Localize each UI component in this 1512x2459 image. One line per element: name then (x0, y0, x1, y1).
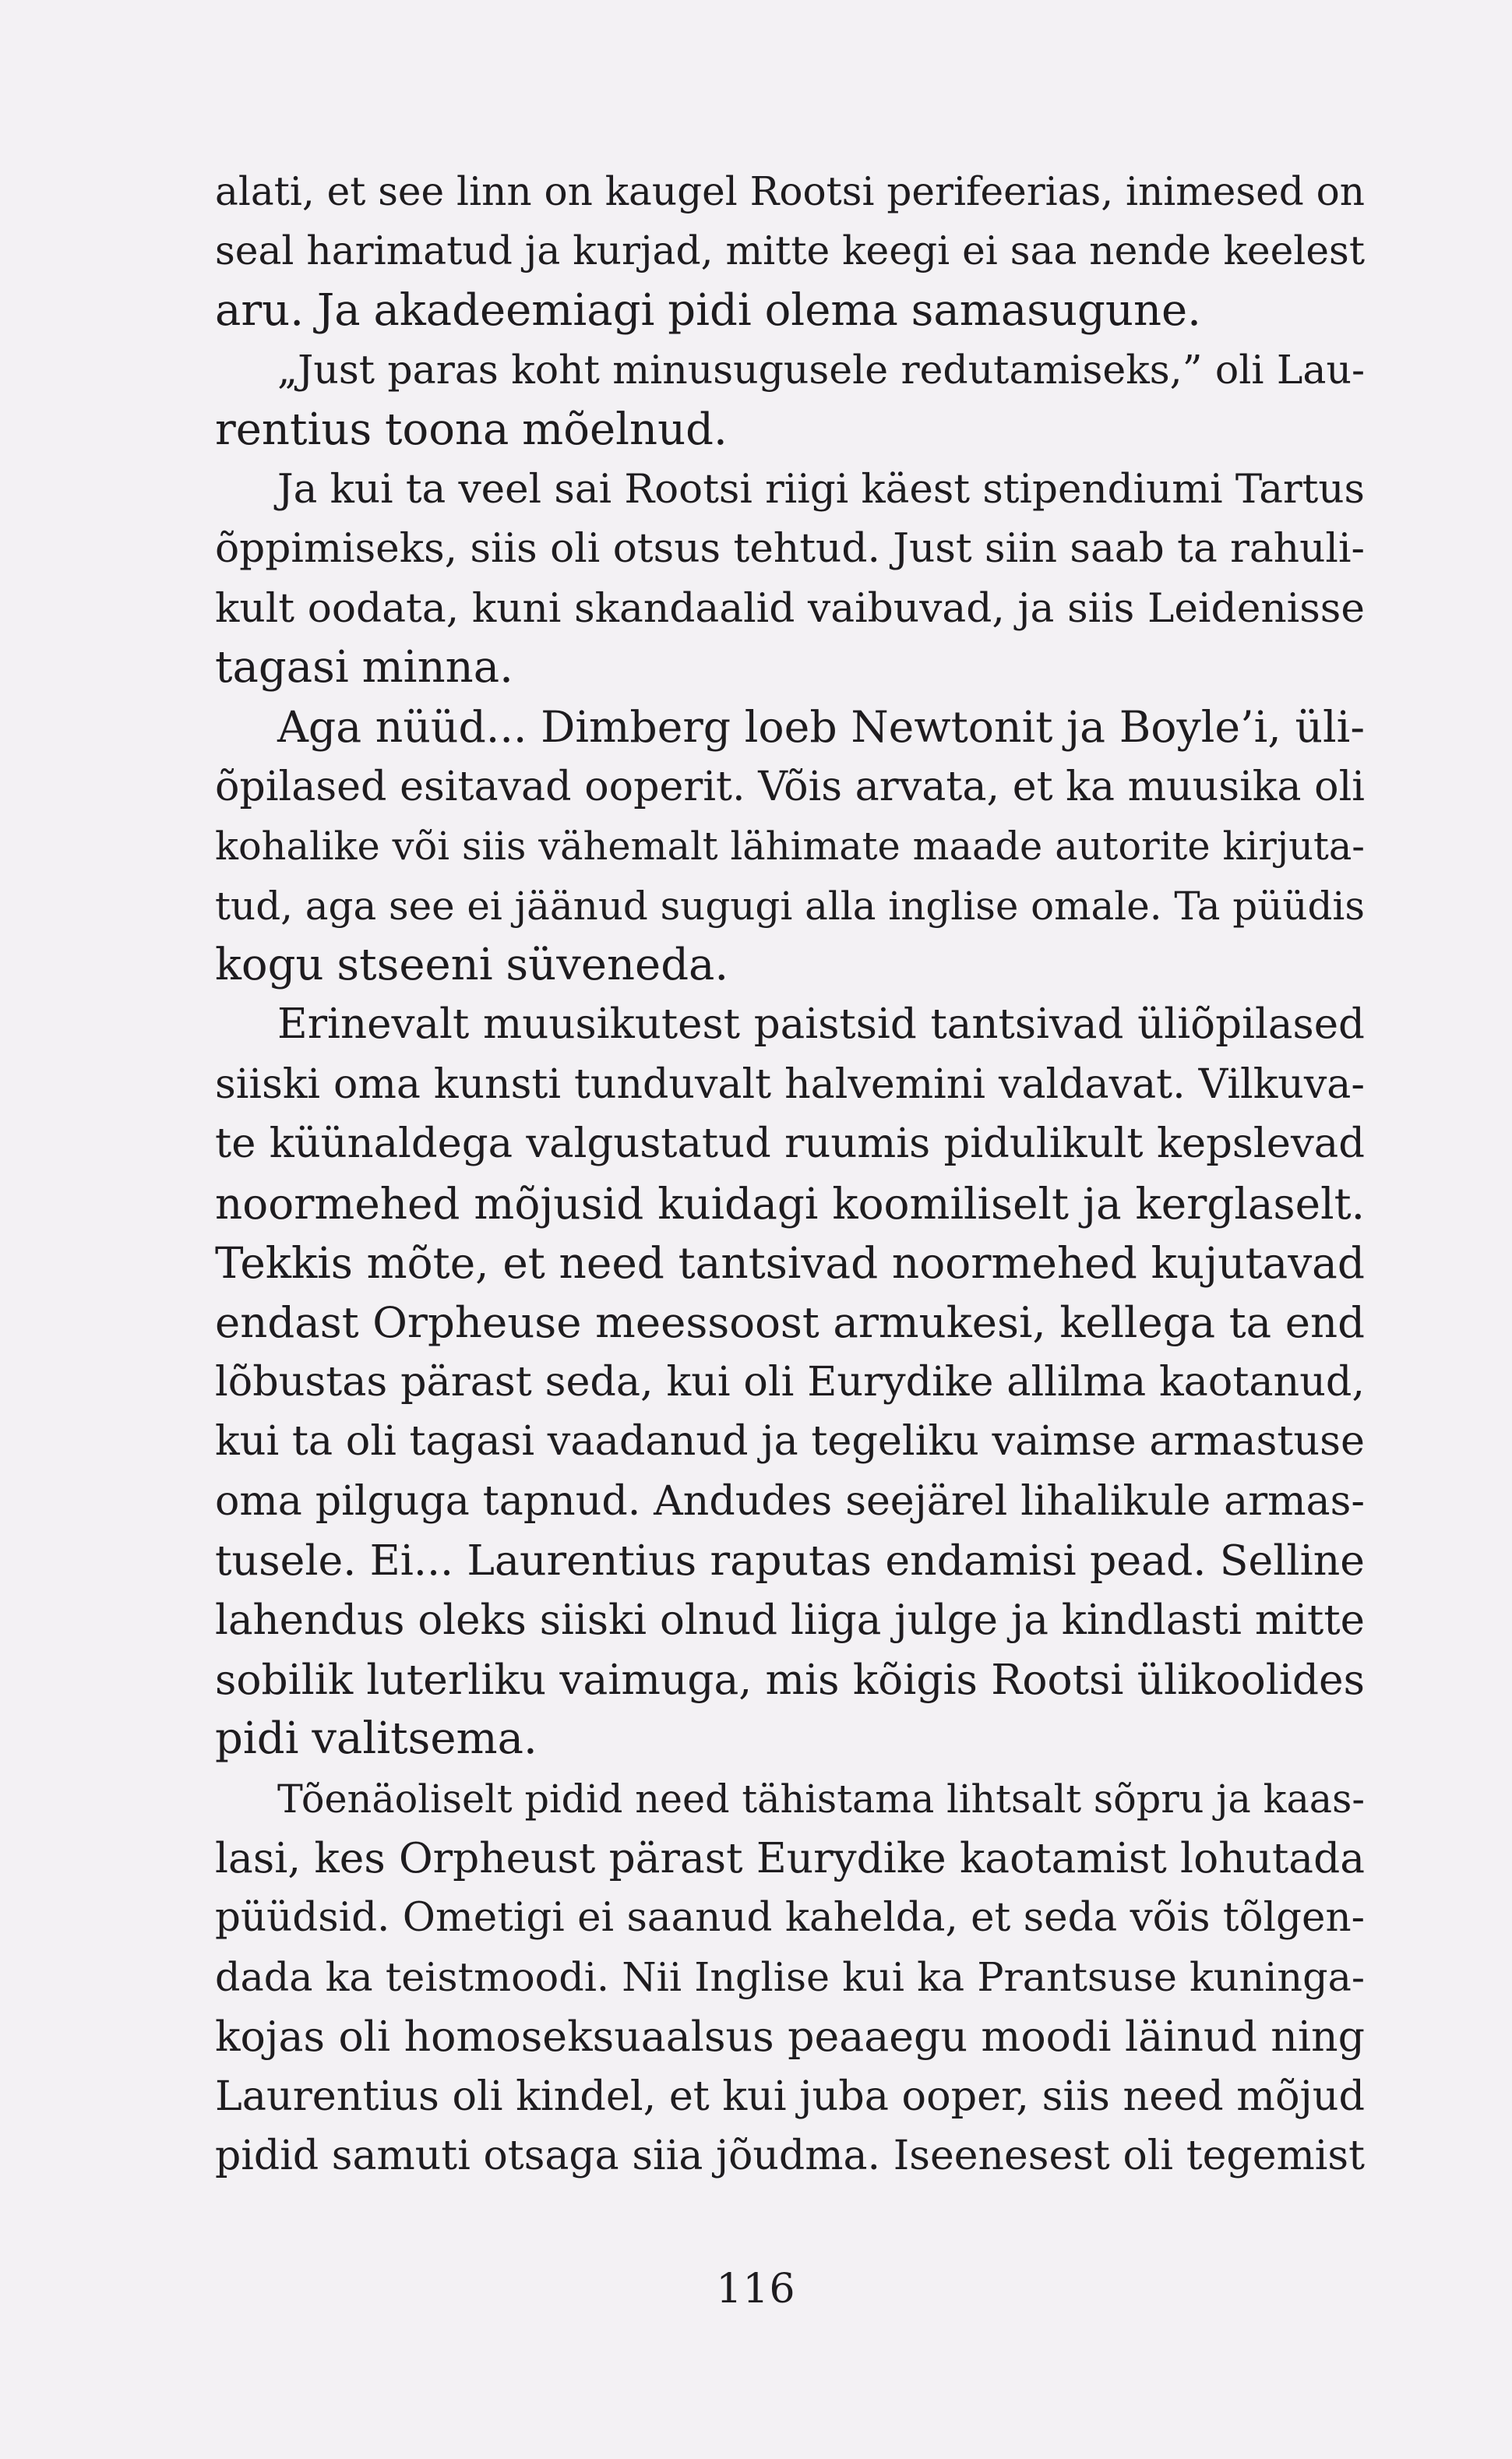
text-line: noormehed mõjusid kuidagi koomiliselt ja kerglaselt. (215, 1178, 1365, 1229)
text-line: Tõenäoliselt pidid need tähistama lihtsalt sõpru ja kaas- (277, 1776, 1365, 1822)
text-line: Erinevalt muusikutest paistsid tantsivad üliõpilased (277, 1000, 1365, 1049)
text-line: „Just paras koht minusugusele redutamiseks,” oli Lau- (277, 347, 1365, 393)
text-line: aru. Ja akadeemiagi pidi olema samasugune. (215, 284, 1201, 336)
text-line: õpilased esitavad ooperit. Võis arvata, et ka muusika oli (215, 763, 1365, 810)
text-line: endast Orpheuse meessoost armukesi, kellega ta end (215, 1297, 1365, 1348)
text-line: kojas oli homoseksuaalsus peaaegu moodi läinud ning (215, 2012, 1365, 2062)
text-line: tagasi minna. (215, 642, 513, 693)
text-line: sobilik luterliku vaimuga, mis kõigis Rootsi ülikoolides (215, 1654, 1365, 1704)
text-line: pidid samuti otsaga siia jõudma. Iseenesest oli tegemist (215, 2132, 1365, 2179)
text-line: pidi valitsema. (215, 1713, 537, 1765)
body-text (215, 162, 1365, 2186)
text-line: Aga nüüd... Dimberg loeb Newtonit ja Boyle’i, üli- (277, 702, 1365, 753)
text-line: tusele. Ei... Laurentius raputas endamisi pead. Selline (215, 1535, 1365, 1585)
text-line: oma pilguga tapnud. Andudes seejärel lihalikule armas- (215, 1477, 1365, 1525)
text-line: püüdsid. Ometigi ei saanud kahelda, et seda võis tõlgen- (215, 1894, 1365, 1942)
text-line: õppimiseks, siis oli otsus tehtud. Just siin saab ta rahuli- (215, 525, 1365, 573)
text-line: kohalike või siis vähemalt lähimate maade autorite kirjuta- (215, 824, 1365, 870)
text-line: siiski oma kunsti tunduvalt halvemini valdavat. Vilkuva- (215, 1060, 1365, 1108)
text-line: kogu stseeni süveneda. (215, 940, 729, 991)
text-line: Tekkis mõte, et need tantsivad noormehed kujutavad (215, 1238, 1365, 1289)
text-line: te küünaldega valgustatud ruumis pidulikult kepslevad (215, 1120, 1365, 1168)
text-line: kui ta oli tagasi vaadanud ja tegeliku vaimse armastuse (215, 1417, 1365, 1466)
text-line: lasi, kes Orpheust pärast Eurydike kaotamist lohutada (215, 1833, 1365, 1882)
text-line: alati, et see linn on kaugel Rootsi perifeerias, inimesed on (215, 169, 1365, 214)
text-line: Ja kui ta veel sai Rootsi riigi käest stipendiumi Tartus (277, 465, 1365, 513)
text-line: seal harimatud ja kurjad, mitte keegi ei saa nende keelest (215, 228, 1365, 274)
text-line: lõbustas pärast seda, kui oli Eurydike allilma kaotanud, (215, 1357, 1365, 1406)
text-line: Laurentius oli kindel, et kui juba ooper, siis need mõjud (215, 2072, 1365, 2120)
text-line: dada ka teistmoodi. Nii Inglise kui ka Prantsuse kuninga- (215, 1953, 1365, 2000)
text-line: kult oodata, kuni skandaalid vaibuvad, ja siis Leidenisse (215, 584, 1365, 632)
text-line: tud, aga see ei jäänud sugugi alla inglise omale. Ta püüdis (215, 883, 1365, 929)
page-number: 116 (716, 2266, 796, 2313)
text-line: rentius toona mõelnud. (215, 404, 728, 455)
text-line: lahendus oleks siiski olnud liiga julge ja kindlasti mitte (215, 1596, 1365, 1645)
